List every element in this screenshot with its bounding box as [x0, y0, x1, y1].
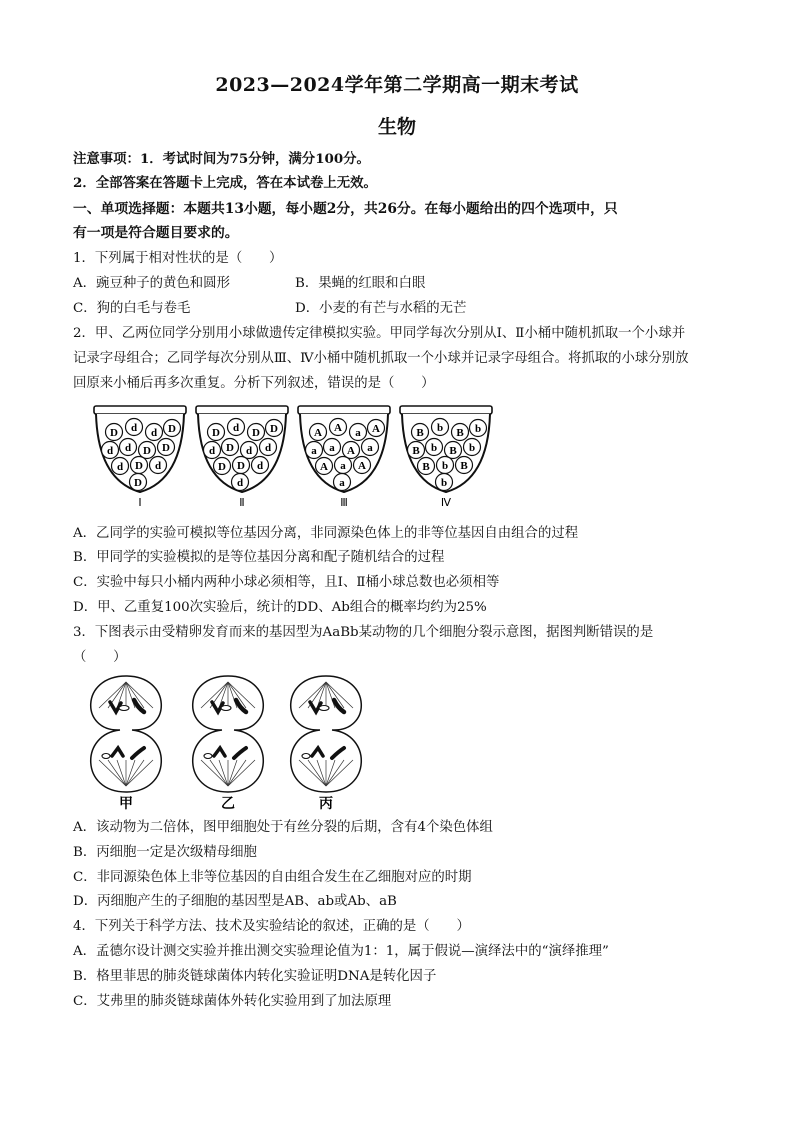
ball — [324, 439, 341, 456]
q1-option-a: A．豌豆种子的黄色和圆形 — [73, 276, 230, 291]
q2-stem-line-2: 记录字母组合；乙同学每次分别从Ⅲ、Ⅳ小桶中随机抓取一个小球并记录字母组合。将抓取的小球分别放 — [73, 351, 689, 366]
ball — [130, 474, 147, 491]
ball — [316, 458, 333, 475]
ball-label: b — [436, 422, 444, 434]
ball — [456, 457, 473, 474]
ball-label: D — [168, 423, 176, 435]
ball-label: D — [135, 460, 143, 472]
ball — [408, 442, 425, 459]
ball — [362, 439, 379, 456]
q3-option-d: D．丙细胞产生的子细胞的基因型是AB、ab或Ab、aB — [73, 894, 397, 909]
notice-line-2: 2．全部答案在答题卡上完成，答在本试卷上无效。 — [73, 175, 377, 191]
q3-option-c: C．非同源染色体上非等位基因的自由组合发生在乙细胞对应的时期 — [73, 870, 472, 885]
subject-title: 生物 — [377, 116, 416, 138]
ball — [426, 439, 443, 456]
exam-title: 2023—2024学年第二学期高一期末考试 — [215, 74, 579, 96]
ball — [266, 420, 283, 437]
cell-2 — [193, 676, 264, 812]
q1-option-c: C．狗的白毛与卷毛 — [73, 301, 191, 316]
ball-label: A — [320, 461, 328, 473]
bucket-diagram — [90, 402, 500, 510]
ball-label: A — [347, 445, 355, 457]
ball — [150, 457, 167, 474]
ball-label: D — [252, 427, 260, 439]
ball — [464, 439, 481, 456]
ball — [214, 458, 231, 475]
ball-label: D — [218, 461, 226, 473]
ball — [208, 424, 225, 441]
ball-label: b — [468, 442, 476, 454]
ball-label: A — [372, 423, 380, 435]
q2-option-b: B．甲同学的实验模拟的是等位基因分离和配子随机结合的过程 — [73, 550, 445, 565]
ball-label: d — [245, 445, 253, 457]
ball — [368, 420, 385, 437]
ball-label: d — [124, 442, 132, 454]
q2-option-c: C．实验中每只小桶内两种小球必须相等，且Ⅰ、Ⅱ桶小球总数也必须相等 — [73, 575, 500, 590]
ball — [354, 457, 371, 474]
ball — [106, 424, 123, 441]
ball — [334, 474, 351, 491]
ball-label: A — [358, 460, 366, 472]
ball — [146, 424, 163, 441]
ball-label: d — [256, 460, 264, 472]
ball — [131, 457, 148, 474]
ball — [306, 442, 323, 459]
ball — [310, 424, 327, 441]
q3-stem-line-2: （ ） — [73, 650, 127, 665]
ball — [164, 420, 181, 437]
ball — [139, 442, 156, 459]
ball — [158, 439, 175, 456]
bucket-3 — [298, 406, 390, 509]
q2-stem-line-3: 回原来小桶后再多次重复。分析下列叙述，错误的是（ ） — [73, 376, 435, 391]
bucket-label: Ⅰ — [138, 497, 142, 509]
ball — [241, 442, 258, 459]
cell-label: 乙 — [221, 796, 235, 812]
ball-label: d — [150, 427, 158, 439]
notice-line-1: 注意事项：1．考试时间为75分钟，满分100分。 — [73, 151, 370, 167]
q1-option-b: B．果蝇的红眼和白眼 — [295, 276, 426, 291]
ball — [418, 458, 435, 475]
ball — [445, 442, 462, 459]
ball — [412, 424, 429, 441]
ball — [436, 474, 453, 491]
q3-option-a: A．该动物为二倍体，图甲细胞处于有丝分裂的后期，含有4个染色体组 — [73, 820, 493, 835]
q2-option-a: A．乙同学的实验可模拟等位基因分离，非同源染色体上的非等位基因自由组合的过程 — [73, 526, 579, 541]
ball — [232, 474, 249, 491]
cell-label: 丙 — [319, 796, 333, 812]
q4-stem: 4．下列关于科学方法、技术及实验结论的叙述，正确的是（ ） — [73, 919, 470, 934]
ball-label: b — [440, 477, 448, 489]
bucket-label: Ⅲ — [340, 497, 348, 509]
bucket-label: Ⅳ — [440, 497, 452, 509]
ball — [248, 424, 265, 441]
ball-label: d — [236, 477, 244, 489]
bucket-label: Ⅱ — [239, 497, 245, 509]
ball-label: a — [329, 442, 335, 454]
ball — [330, 419, 347, 436]
bucket-1 — [94, 406, 186, 509]
ball — [228, 419, 245, 436]
ball — [470, 420, 487, 437]
bucket-2 — [196, 406, 288, 509]
ball-label: a — [311, 445, 317, 457]
ball-label: d — [208, 445, 216, 457]
cell-3 — [291, 676, 362, 812]
ball-label: D — [110, 427, 118, 439]
ball-label: a — [339, 477, 345, 489]
ball-label: b — [430, 442, 438, 454]
ball-label: B — [422, 461, 430, 473]
q2-option-d: D．甲、乙重复100次实验后，统计的DD、Ab组合的概率均约为25% — [73, 600, 487, 615]
ball-label: D — [270, 423, 278, 435]
ball — [222, 439, 239, 456]
ball — [350, 424, 367, 441]
q1-option-d: D．小麦的有芒与水稻的无芒 — [295, 301, 467, 316]
ball-label: D — [143, 445, 151, 457]
ball-label: D — [226, 442, 234, 454]
ball — [452, 424, 469, 441]
ball-label: d — [106, 445, 114, 457]
ball — [432, 419, 449, 436]
q2-stem-line-1: 2．甲、乙两位同学分别用小球做遗传定律模拟实验。甲同学每次分别从Ⅰ、Ⅱ小桶中随机抓取一个小球并 — [73, 326, 686, 341]
ball — [126, 419, 143, 436]
cell-division-diagram — [80, 672, 380, 812]
q3-option-b: B．丙细胞一定是次级精母细胞 — [73, 845, 257, 860]
cell-label: 甲 — [119, 796, 133, 812]
ball — [112, 458, 129, 475]
ball-label: D — [134, 477, 142, 489]
q4-option-a: A．孟德尔设计测交实验并推出测交实验理论值为1：1，属于假说—演绎法中的“演绎推理” — [73, 944, 609, 959]
ball-label: D — [237, 460, 245, 472]
ball-label: B — [449, 445, 457, 457]
ball — [260, 439, 277, 456]
q3-stem-line-1: 3．下图表示由受精卵发育而来的基因型为AaBb某动物的几个细胞分裂示意图，据图判断错误的是 — [73, 625, 654, 640]
ball-label: a — [367, 442, 373, 454]
ball — [335, 457, 352, 474]
ball — [233, 457, 250, 474]
ball-label: A — [314, 427, 322, 439]
ball-label: a — [340, 460, 346, 472]
ball-label: d — [130, 422, 138, 434]
ball-label: d — [154, 460, 162, 472]
ball-label: d — [116, 461, 124, 473]
ball-label: b — [474, 423, 482, 435]
q4-option-b: B．格里菲思的肺炎链球菌体内转化实验证明DNA是转化因子 — [73, 969, 437, 984]
bucket-4 — [400, 406, 492, 509]
ball-label: b — [441, 460, 449, 472]
ball-label: D — [162, 442, 170, 454]
ball — [252, 457, 269, 474]
q1-stem: 1．下列属于相对性状的是（ ） — [73, 251, 283, 266]
q4-option-c: C．艾弗里的肺炎链球菌体外转化实验用到了加法原理 — [73, 994, 392, 1009]
ball-label: B — [412, 445, 420, 457]
cell-1 — [91, 676, 162, 812]
ball — [343, 442, 360, 459]
ball-label: d — [232, 422, 240, 434]
ball — [437, 457, 454, 474]
ball — [120, 439, 137, 456]
ball-label: a — [355, 427, 361, 439]
ball — [204, 442, 221, 459]
ball — [102, 442, 119, 459]
section-heading-line-2: 有一项是符合题目要求的。 — [73, 225, 239, 241]
ball-label: A — [334, 422, 342, 434]
ball-label: B — [456, 427, 464, 439]
section-heading-line-1: 一、单项选择题：本题共13小题，每小题2分，共26分。在每小题给出的四个选项中，只 — [73, 201, 618, 217]
ball-label: B — [460, 460, 468, 472]
ball-label: d — [264, 442, 272, 454]
ball-label: D — [212, 427, 220, 439]
ball-label: B — [416, 427, 424, 439]
